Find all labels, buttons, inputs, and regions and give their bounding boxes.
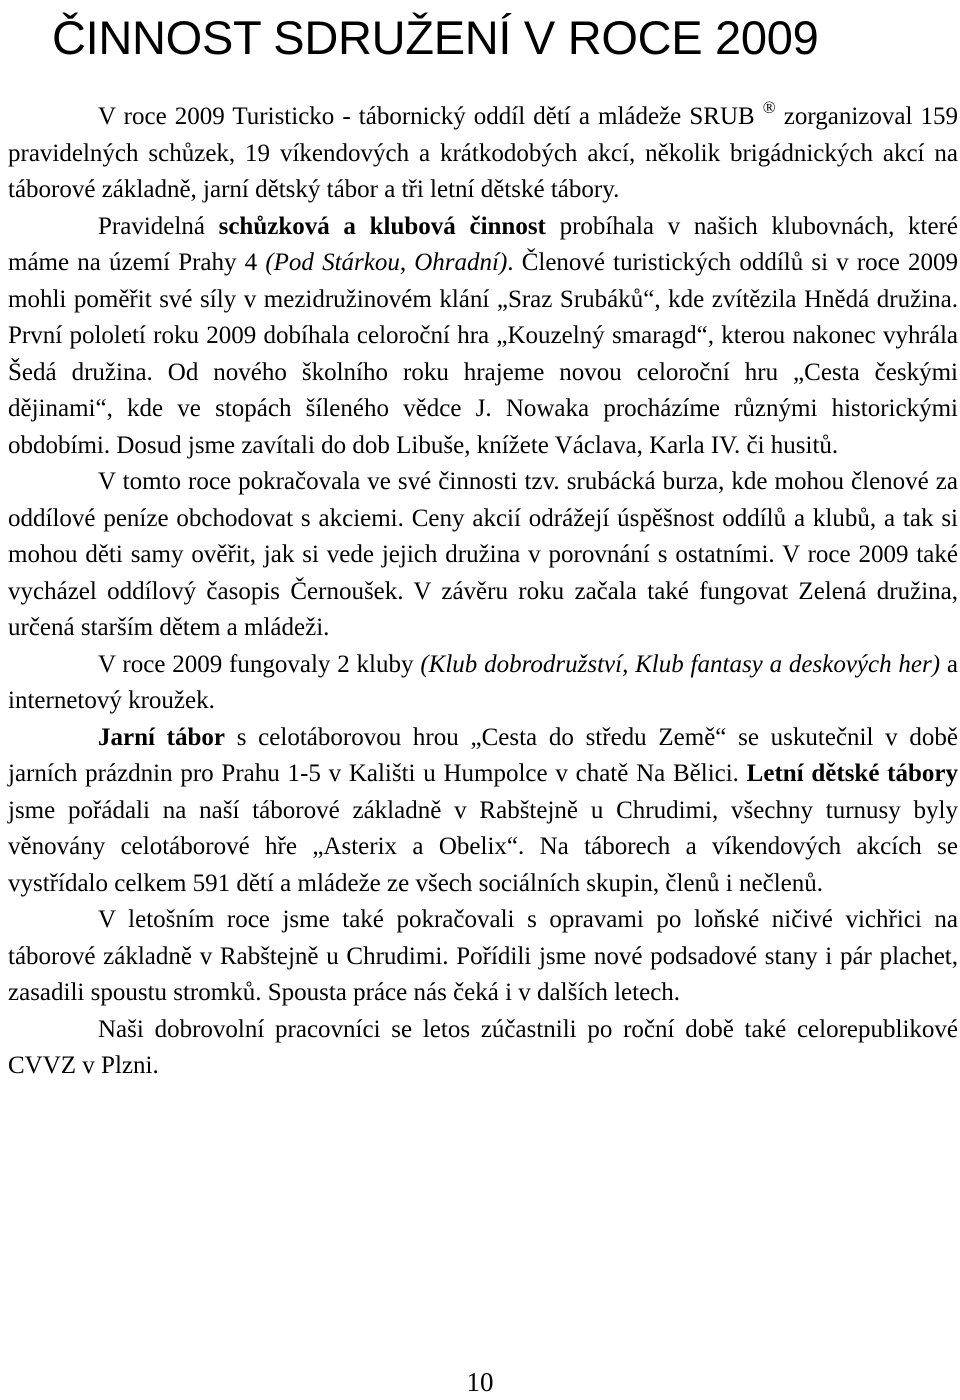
paragraph-club-activity <box>8 209 958 465</box>
paragraph-exchange: V tomto roce pokračovala ve své činnosti tzv. srubácká burza, kde mohou členové za oddílové peníze obchodovat s akciemi. Ceny akcií odrážejí úspěšnost oddílů a klubů, a tak si mohou děti samy ověřit, jak si vede jejich družina v porovnání s ostatními. V roce 2009 také vycházel oddílový časopis Černoušek. V závěru roku začala také fungovat Zelená družina, určená starším dětem a mládeži. <box>8 468 958 641</box>
spring-camp-bold: Jarní tábor <box>98 723 225 751</box>
club-activity-text-2: probíhala v našich klubovnách, které máme na území Prahy 4 <box>8 212 958 276</box>
paragraph-repairs: V letošním roce jsme také pokračovali s opravami po loňské ničivé vichřici na táborové základně v Rabštejně u Chrudimi. Pořídili jsme nové podsadové stany i pár plachet, zasadili spoustu stromků. Spousta práce nás čeká i v dalších letech. <box>8 906 958 1006</box>
clubs-italic: (Klub dobrodružství, Klub fantasy a deskových her) <box>420 650 941 678</box>
body-text <box>8 99 958 1085</box>
summary-start: V roce 2009 Turisticko - tábornický oddíl dětí a mládeže SRUB <box>98 103 755 130</box>
page-number: 10 <box>466 1367 494 1397</box>
spring-camp-text: s celotáborovou hrou „Cesta do středu Země“ se uskutečnil v době jarních prázdnin pro Prahu 1-5 v Kališti u Humpolce v chatě Na Bělici. <box>8 723 958 787</box>
paragraph-clubs <box>8 647 958 720</box>
summary-rest: zorganizoval 159 pravidelných schůzek, 19 víkendových a krátkodobých akcí, několik brigádnických akcí na táborové základně, jarní dětský tábor a tři letní dětské tábory. <box>8 103 959 203</box>
club-activity-text-3: . Členové turistických oddílů si v roce 2009 mohli poměřit své síly v mezidružinovém klání „Sraz Srubáků“, kde zvítězila Hnědá družina. První pololetí roku 2009 dobíhala celoroční hra „Kouzelný smaragd“, kterou nakonec vyhrála Šedá družina. Od nového školního roku hrajeme novou celoroční hru „Cesta českými dějinami“, kde ve stopách šíleného vědce J. Nowaka procházíme různými historickými obdobími. Dosud jsme zavítali do dob Libuše, knížete Václava, Karla IV. či husitů. <box>8 249 958 459</box>
paragraph-volunteers: Naši dobrovolní pracovníci se letos zúčastnili po roční době také celorepublikové CVVZ v Plzni. <box>8 1015 958 1079</box>
club-activity-bold: schůzková a klubová činnost <box>218 212 546 240</box>
clubs-text: V roce 2009 fungovaly 2 kluby <box>98 650 421 678</box>
page-title: ČINNOST SDRUŽENÍ V ROCE 2009 <box>52 11 819 64</box>
paragraph-summary <box>8 99 958 209</box>
club-activity-text: Pravidelná <box>98 212 219 240</box>
summer-camps-bold: Letní dětské tábory <box>746 760 958 787</box>
club-locations-italic: (Pod Stárkou, Ohradní) <box>265 249 508 276</box>
registered-mark-icon: ® <box>762 98 776 117</box>
paragraph-camps <box>8 720 958 903</box>
clubs-text-2: a internetový kroužek. <box>8 650 959 714</box>
summer-camps-text: jsme pořádali na naší táborové základně v Rabštejně u Chrudimi, všechny turnusy byly věnovány celotáborové hře „Asterix a Obelix“. Na táborech a víkendových akcích se vystřídalo celkem 591 dětí a mládeže ze všech sociálních skupin, členů i nečlenů. <box>8 796 958 897</box>
